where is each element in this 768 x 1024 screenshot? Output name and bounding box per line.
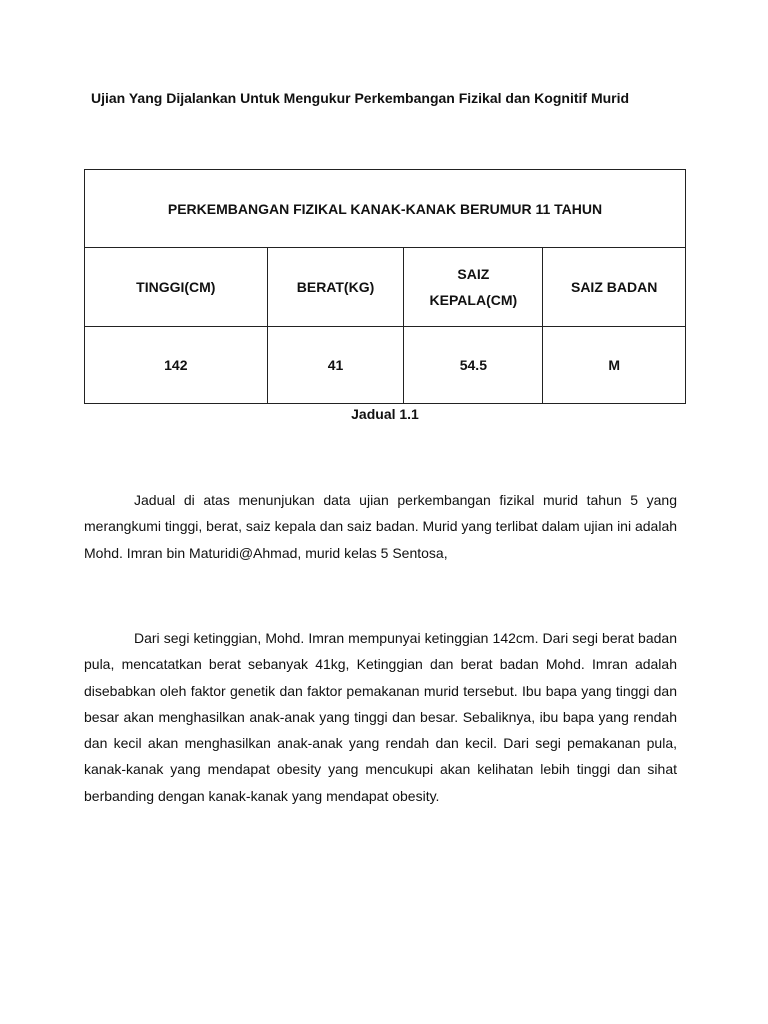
table-row [85, 327, 686, 404]
value-weight: 41 [267, 327, 404, 404]
document-title: Ujian Yang Dijalankan Untuk Mengukur Perkembangan Fizikal dan Kognitif Murid [91, 90, 630, 106]
table-title: PERKEMBANGAN FIZIKAL KANAK-KANAK BERUMUR 11 TAHUN [85, 170, 686, 248]
header-head-size: SAIZ KEPALA(CM) [404, 248, 543, 327]
header-height: TINGGI(CM) [85, 248, 268, 327]
table-title-row [85, 170, 686, 248]
value-head-size: 54.5 [404, 327, 543, 404]
value-height: 142 [85, 327, 268, 404]
header-body-size: SAIZ BADAN [543, 248, 686, 327]
physical-development-table [84, 169, 686, 404]
header-weight: BERAT(KG) [267, 248, 404, 327]
table-header-row [85, 248, 686, 327]
value-body-size: M [543, 327, 686, 404]
paragraph-intro: Jadual di atas menunjukan data ujian perkembangan fizikal murid tahun 5 yang merangkumi tinggi, berat, saiz kepala dan saiz badan. Murid yang terlibat dalam ujian ini adalah Mohd. Imran bin Maturidi@Ahmad, murid kelas 5 Sentosa, [84, 492, 678, 561]
table-caption: Jadual 1.1 [351, 406, 419, 422]
paragraph-analysis: Dari segi ketinggian, Mohd. Imran mempunyai ketinggian 142cm. Dari segi berat badan pula, mencatatkan berat sebanyak 41kg, Ketinggian dan berat badan Mohd. Imran adalah disebabkan oleh faktor genetik dan faktor pemakanan murid tersebut. Ibu bapa yang tinggi dan besar akan menghasilkan anak-anak yang tinggi dan besar. Sebaliknya, ibu bapa yang rendah dan kecil akan menghasilkan anak-anak yang rendah dan kecil. Dari segi pemakanan pula, kanak-kanak yang mendapat obesity yang mencukupi akan kelihatan lebih tinggi dan sihat berbanding dengan kanak-kanak yang mendapat obesity. [84, 630, 677, 804]
